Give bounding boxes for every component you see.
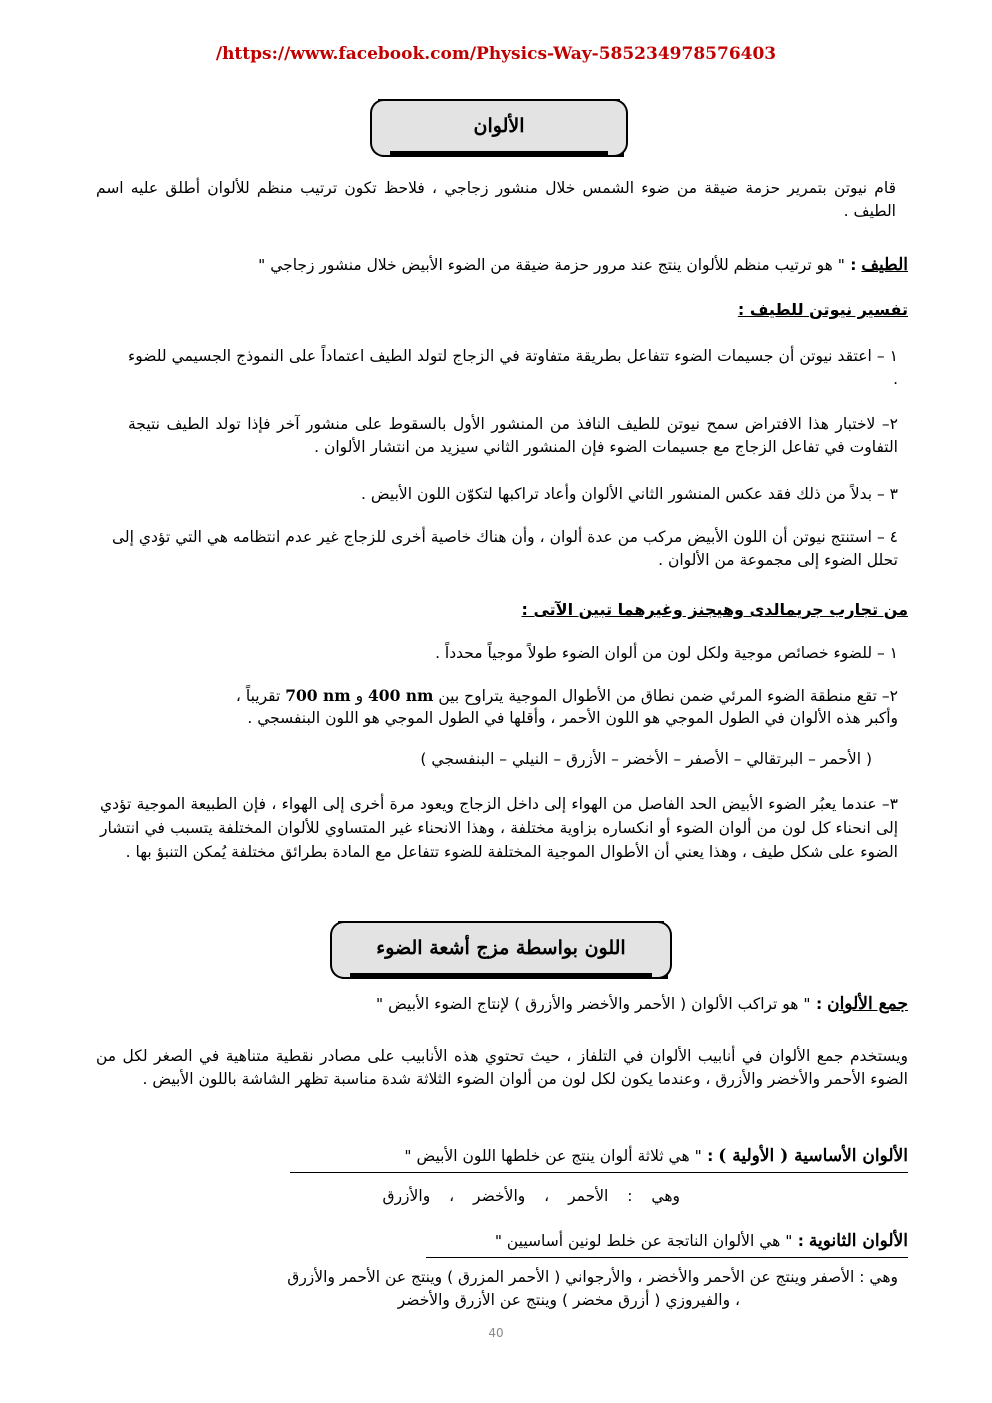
tv-paragraph: ويستخدم جمع الألوان في أنابيب الألوان في التلفاز ، حيث تحتوي هذه الأنابيب على مصادر نقطية متناهية في الصغر لكل من الضوء الأحمر والأخضر والأزرق ، وعندما يكون لكل لون من ألوان الضوء الثلاثة شدة مناسبة تظهر الشاشة باللون الأبيض . [96, 1047, 908, 1088]
facebook-url[interactable]: /https://www.facebook.com/Physics-Way-585234978576403 [215, 44, 777, 64]
spectrum-term: الطيف [861, 255, 908, 275]
spectrum-def-text: " هو ترتيب منظم للألوان ينتج عند مرور حزمة ضيقة من الضوء الأبيض خلال منشور زجاجي " [258, 256, 845, 274]
wavelength-max: 700 nm [285, 686, 351, 705]
secondary-colors-list-2: ، والفيروزي ( أزرق مخضر ) وينتج عن الأزرق والأخضر [397, 1291, 740, 1309]
intro-paragraph: قام نيوتن بتمرير حزمة ضيقة من ضوء الشمس خلال منشور زجاجي ، فلاحظ تكون ترتيب منظم للألوان أطلق عليه اسم الطيف . [96, 179, 896, 220]
experiment-point-2-cont: وأكبر هذه الألوان في الطول الموجي هو اللون الأحمر ، وأقلها في الطول الموجي هو اللون البنفسجي . [247, 709, 898, 727]
newton-point-4: ٤ – استنتج نيوتن أن اللون الأبيض مركب من عدة ألوان ، وأن هناك خاصية أخرى للزجاج غير عدم انتظامه هي التي تؤدي إلى تحلل الضوء إلى مجموعة من الألوان . [112, 528, 898, 569]
experiment-point-2 [96, 684, 898, 708]
section-title-mixing-text: اللون بواسطة مزج أشعة الضوء [376, 937, 626, 959]
primary-colors-def-text: " هي ثلاثة ألوان ينتج عن خلطها اللون الأبيض " [404, 1147, 702, 1165]
newton-point-3: ٣ – بدلاً من ذلك فقد عكس المنشور الثاني الألوان وأعاد تراكبها لتكوّن اللون الأبيض . [361, 485, 898, 503]
secondary-colors-list-1: وهي : الأصفر وينتج عن الأحمر والأخضر ، والأرجواني ( الأحمر المزرق ) وينتج عن الأحمر والأزرق [287, 1268, 898, 1286]
spectrum-definition: الطيف : " هو ترتيب منظم للألوان ينتج عند مرور حزمة ضيقة من الضوء الأبيض خلال منشور زجاجي " [258, 255, 908, 275]
experiment-point-1: ١ – للضوء خصائص موجية ولكل لون من ألوان الضوء طولاً موجياً محدداً . [435, 644, 898, 662]
spectrum-colors-list: ( الأحمر – البرتقالي – الأصفر – الأخضر – الأزرق – النيلي – البنفسجي ) [420, 750, 872, 768]
exp2-text-b: تقريباً ، [235, 687, 281, 705]
section-title-mixing [338, 921, 664, 975]
color-addition-definition: جمع الألوان : " هو تراكب الألوان ( الأحمر والأخضر والأزرق ) لإنتاج الضوء الأبيض " [376, 994, 908, 1014]
color-addition-term: جمع الألوان [827, 994, 908, 1014]
experiment-point-3: ٣– عندما يعبُر الضوء الأبيض الحد الفاصل من الهواء إلى داخل الزجاج ويعود مرة أخرى إلى الهواء ، فإن الطبيعة الموجية تؤدي إلى انحناء كل لون من ألوان الضوء أو انكساره بزاوية مختلفة ، وهذا الانحناء غير المتساوي للألوان المختلفة يتسبب في انتشار الضوء على شكل طيف ، وهذا يعني أن الأطوال الموجية المختلفة للضوء تتفاعل مع المادة بطرائق مختلفة يُمكن التنبؤ بها . [100, 795, 898, 861]
page-number: 40 [488, 1326, 504, 1340]
secondary-colors-definition: الألوان الثانوية : " هي الألوان الناتجة عن خلط لونين أساسيين " [426, 1230, 908, 1258]
primary-colors-list: وهي : الأحمر ، والأخضر ، والأزرق [382, 1187, 680, 1205]
exp2-and: و [355, 687, 364, 705]
newton-point-2: ٢– لاختبار هذا الافتراض سمح نيوتن للطيف النافذ من المنشور الأول بالسقوط على منشور آخر فإذا تولد الطيف نتيجة التفاوت في تفاعل الزجاج مع جسيمات الضوء فإن المنشور الثاني سيزيد من انتشار الألوان . [128, 415, 898, 456]
secondary-colors-term: الألوان الثانوية [808, 1231, 908, 1251]
newton-point-1: ١ – اعتقد نيوتن أن جسيمات الضوء تتفاعل بطريقة متفاوتة في الزجاج لتولد الطيف اعتماداً على النموذج الجسيمي للضوء . [128, 347, 898, 388]
color-addition-def-text: " هو تراكب الألوان ( الأحمر والأخضر والأزرق ) لإنتاج الضوء الأبيض " [376, 995, 811, 1013]
experiments-heading: من تجارب جريمالدى وهيجنز وغيرهما تبين الآتى : [521, 600, 908, 619]
primary-colors-term: الألوان الأساسية ( الأولية ) [718, 1146, 908, 1166]
section-title-colors [378, 99, 620, 153]
newton-heading: تفسير نيوتن للطيف : [737, 300, 908, 319]
exp2-text-a: ٢– تقع منطقة الضوء المرئي ضمن نطاق من الأطوال الموجية يتراوح بين [438, 687, 898, 705]
primary-colors-definition: الألوان الأساسية ( الأولية ) : " هي ثلاثة ألوان ينتج عن خلطها اللون الأبيض " [290, 1145, 908, 1173]
wavelength-min: 400 nm [368, 686, 434, 705]
section-title-colors-text: الألوان [473, 115, 525, 137]
secondary-colors-def-text: " هي الألوان الناتجة عن خلط لونين أساسيين " [494, 1232, 793, 1250]
